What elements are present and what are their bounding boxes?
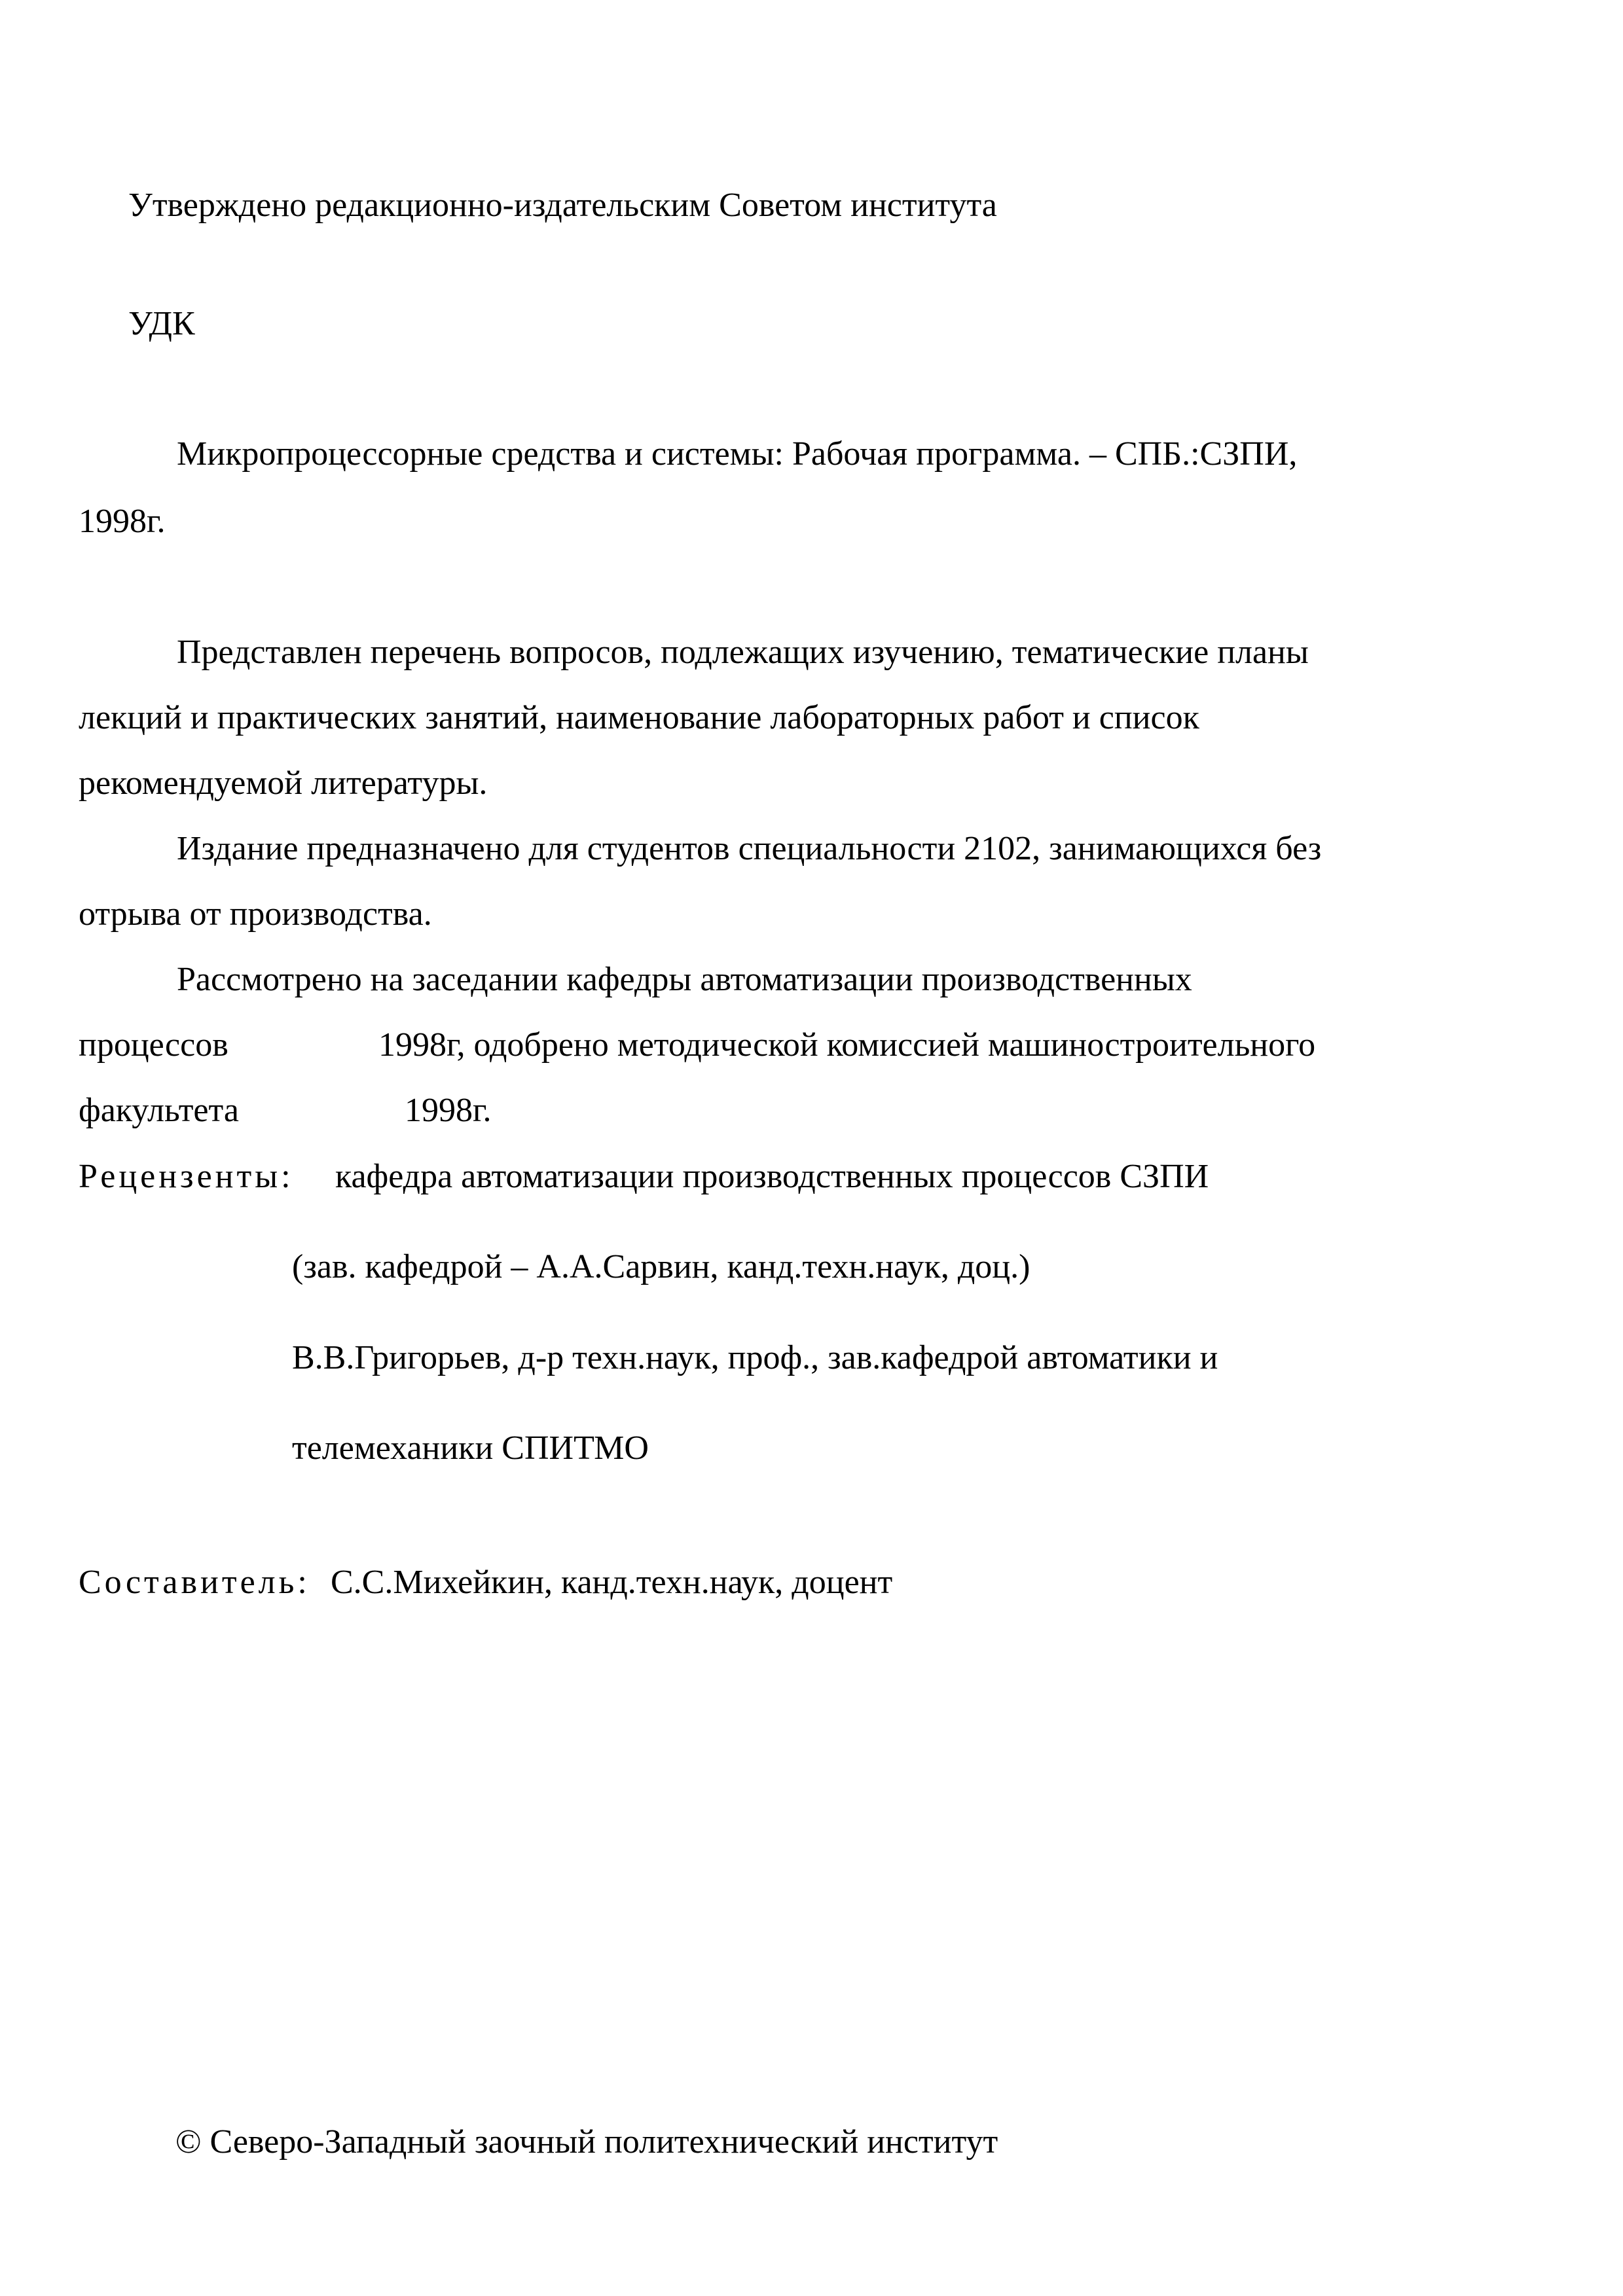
abstract-line-3: рекомендуемой литературы. [79,764,488,802]
approval-line: Утверждено редакционно-издательским Советом института [128,187,997,224]
reviewers-label: Рецензенты: [79,1158,294,1195]
udk-label: УДК [128,305,195,342]
citation-line-2: 1998г. [79,503,166,540]
compiler-value: С.С.Михейкин, канд.техн.наук, доцент [331,1564,893,1601]
reviewers-line-2: (зав. кафедрой – А.А.Сарвин, канд.техн.наук, доц.) [292,1248,1030,1285]
copyright-line: © Северо-Западный заочный политехнический институт [175,2123,998,2161]
abstract-line-2: лекций и практических занятий, наименование лабораторных работ и список [79,699,1199,736]
review-note-line-3-start: факультета [79,1092,239,1129]
citation-line-1: Микропроцессорные средства и системы: Рабочая программа. – СПБ.:СЗПИ, [177,435,1298,473]
review-note-line-2-start: процессов [79,1026,228,1064]
review-note-line-2-end: 1998г, одобрено методической комиссией машиностроительного [378,1026,1316,1064]
review-note-line-1: Рассмотрено на заседании кафедры автоматизации производственных [177,961,1192,998]
reviewers-line-3: В.В.Григорьев, д-р техн.наук, проф., зав.кафедрой автоматики и [292,1339,1218,1376]
review-note-line-3-end: 1998г. [405,1092,492,1129]
compiler-label: Составитель: [79,1564,310,1601]
reviewers-line-1: кафедра автоматизации производственных процессов СЗПИ [335,1158,1209,1195]
audience-line-1: Издание предназначено для студентов специальности 2102, занимающихся без [177,830,1322,867]
audience-line-2: отрыва от производства. [79,895,432,933]
reviewers-line-4: телемеханики СПИТМО [292,1429,649,1467]
abstract-line-1: Представлен перечень вопросов, подлежащих изучению, тематические планы [177,634,1309,671]
